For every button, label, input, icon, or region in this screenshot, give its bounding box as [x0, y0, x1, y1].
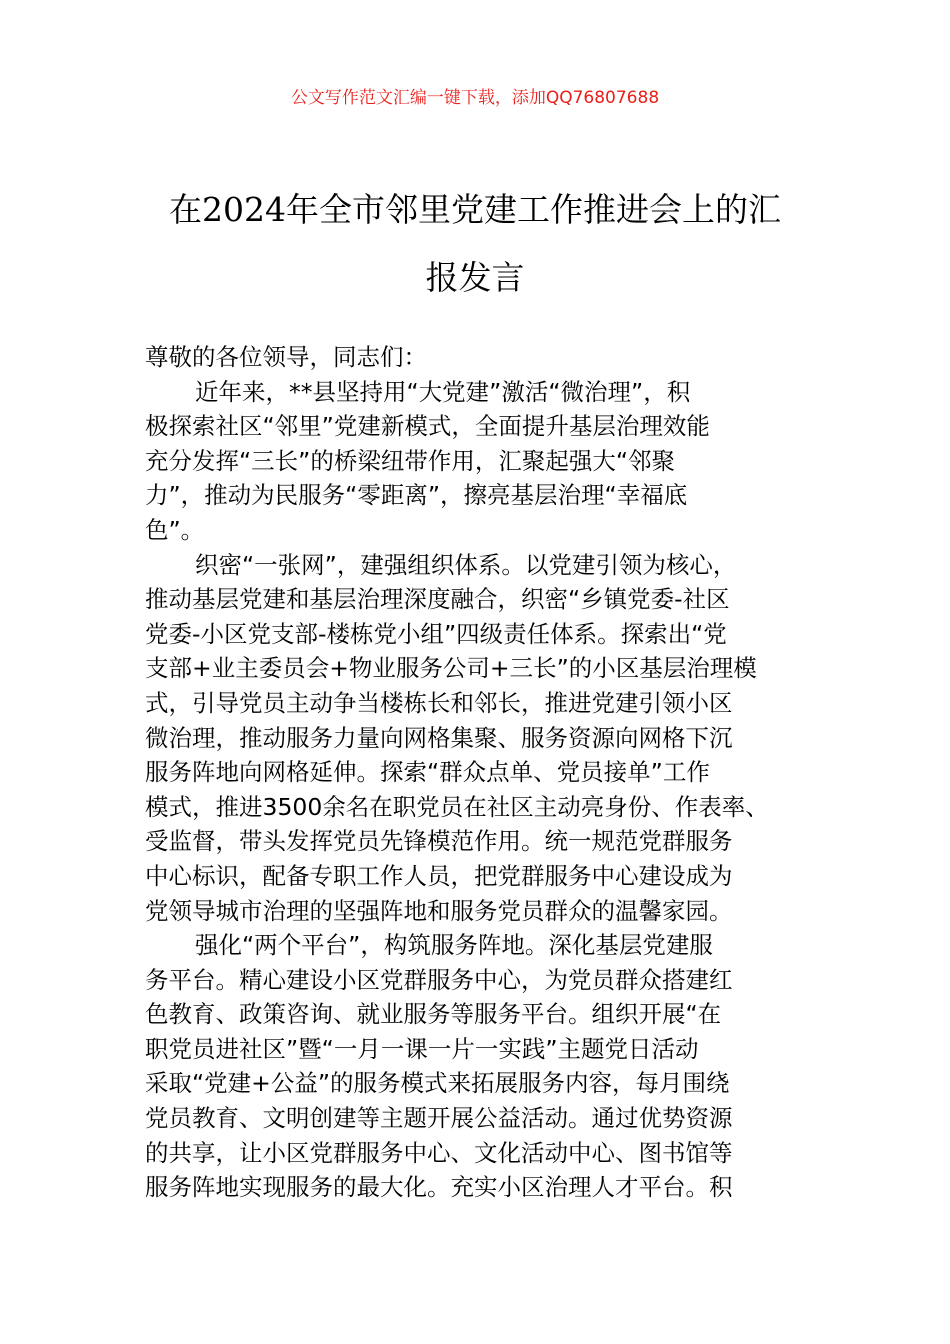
paragraph: [145, 375, 845, 548]
paragraph-line: 务平台。精心建设小区党群服务中心，为党员群众搭建红: [145, 965, 733, 994]
document-body: [145, 340, 845, 1205]
paragraph-line: 党委-小区党支部-楼栋党小组”四级责任体系。探索出“党: [145, 619, 727, 648]
paragraph-line: 织密“一张网”，建强组织体系。以党建引领为核心，: [195, 550, 737, 579]
paragraph-line: 推动基层党建和基层治理深度融合，织密“乡镇党委-社区: [145, 585, 730, 614]
paragraphs: [145, 375, 845, 1205]
paragraph-line: 微治理，推动服务力量向网格集聚、服务资源向网格下沉: [145, 723, 733, 752]
paragraph-line: 支部+业主委员会+物业服务公司+三长”的小区基层治理模: [145, 654, 757, 683]
paragraph: [145, 548, 845, 929]
paragraph-line: 职党员进社区”暨“一月一课一片一实践”主题党日活动: [145, 1034, 699, 1063]
paragraph-line: 色”。: [145, 515, 205, 544]
paragraph-line: 服务阵地向网格延伸。探索“群众点单、党员接单”工作: [145, 758, 710, 787]
paragraph-line: 近年来，**县坚持用“大党建”激活“微治理”，积: [195, 377, 691, 406]
paragraph-line: 强化“两个平台”，构筑服务阵地。深化基层党建服: [195, 931, 713, 960]
paragraph-line: 极探索社区“邻里”党建新模式，全面提升基层治理效能: [145, 412, 710, 441]
paragraph: [145, 928, 845, 1205]
paragraph-line: 党员教育、文明创建等主题开展公益活动。通过优势资源: [145, 1104, 733, 1133]
paragraph-line: 模式，推进3500余名在职党员在社区主动亮身份、作表率、: [145, 792, 769, 821]
salutation: 尊敬的各位领导，同志们：: [145, 343, 427, 371]
document-title: [100, 176, 850, 312]
paragraph-line: 的共享，让小区党群服务中心、文化活动中心、图书馆等: [145, 1138, 733, 1167]
paragraph-line: 党领导城市治理的坚强阵地和服务党员群众的温馨家园。: [145, 896, 733, 925]
title-line: 报发言: [425, 258, 525, 297]
download-banner: 公文写作范文汇编一键下载，添加QQ76807688: [290, 88, 660, 108]
paragraph-line: 服务阵地实现服务的最大化。充实小区治理人才平台。积: [145, 1173, 733, 1202]
paragraph-line: 中心标识，配备专职工作人员，把党群服务中心建设成为: [145, 861, 733, 890]
title-line: 在2024年全市邻里党建工作推进会上的汇: [169, 190, 781, 229]
paragraph-line: 式，引导党员主动争当楼栋长和邻长，推进党建引领小区: [145, 688, 733, 717]
paragraph-line: 力”，推动为民服务“零距离”，擦亮基层治理“幸福底: [145, 481, 688, 510]
paragraph-line: 色教育、政策咨询、就业服务等服务平台。组织开展“在: [145, 1000, 722, 1029]
paragraph-line: 充分发挥“三长”的桥梁纽带作用，汇聚起强大“邻聚: [145, 446, 676, 475]
paragraph-line: 采取“党建+公益”的服务模式来拓展服务内容，每月围绕: [145, 1069, 730, 1098]
paragraph-line: 受监督，带头发挥党员先锋模范作用。统一规范党群服务: [145, 827, 733, 856]
